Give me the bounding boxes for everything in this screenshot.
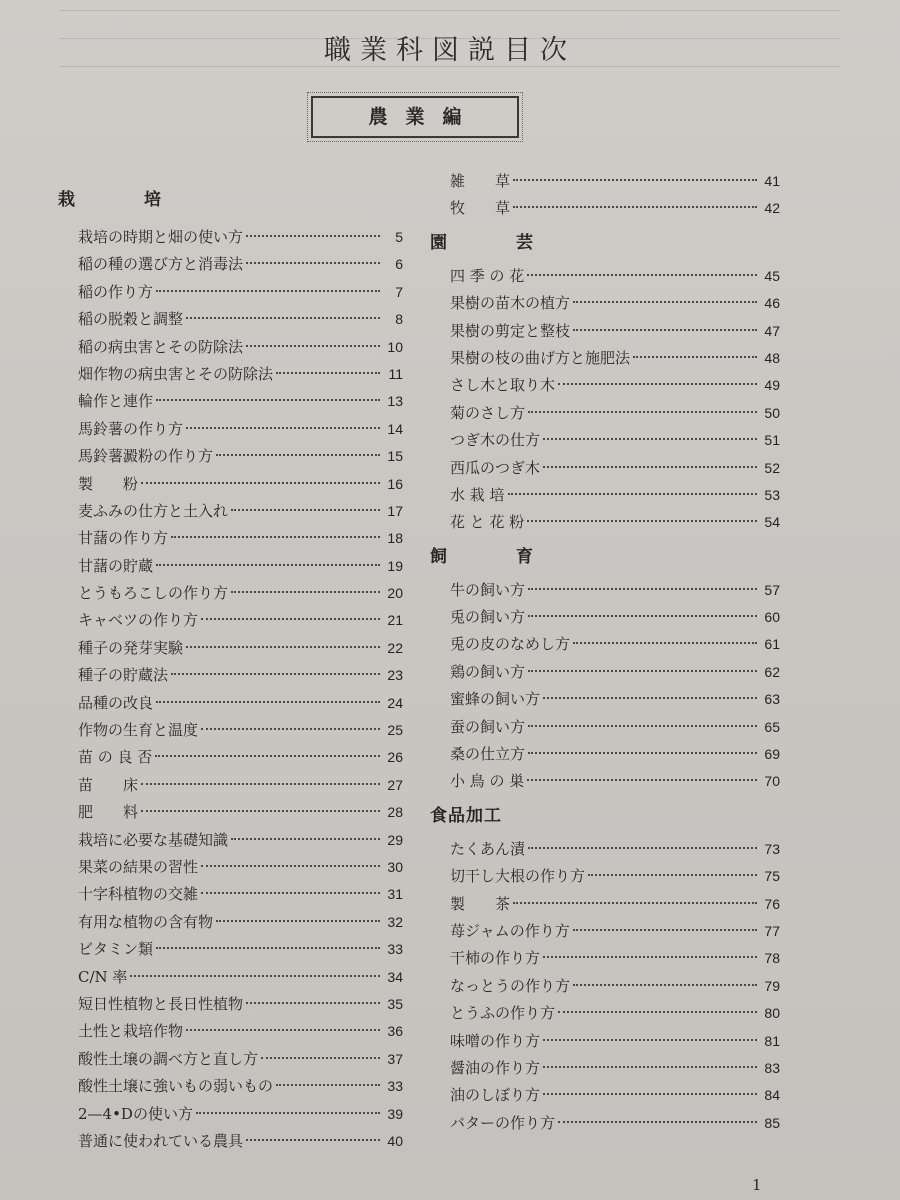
- toc-entry: [58, 827, 403, 854]
- toc-entry: [430, 714, 780, 741]
- toc-entry: [58, 690, 403, 717]
- entry-page-number: 75: [764, 868, 780, 885]
- dot-leader: [141, 783, 380, 785]
- decorative-dotted-line: [60, 10, 840, 11]
- toc-entry: [430, 1055, 780, 1082]
- dot-leader: [513, 902, 757, 904]
- entry-page-number: 17: [387, 502, 403, 519]
- entry-title: 馬鈴薯の作り方: [78, 419, 184, 438]
- toc-entry: [58, 1101, 403, 1128]
- category-heading: 園 芸: [430, 232, 559, 253]
- entry-title: 蚕の飼い方: [450, 717, 526, 736]
- toc-entry: [58, 471, 403, 498]
- dot-leader: [527, 520, 757, 522]
- toc-entry: [58, 662, 403, 689]
- dot-leader: [156, 290, 380, 292]
- entry-title: 兎の飼い方: [450, 608, 526, 627]
- dot-leader: [196, 1112, 380, 1114]
- toc-entry: [58, 991, 403, 1018]
- entry-page-number: 73: [764, 840, 780, 857]
- entry-page-number: 78: [764, 950, 780, 967]
- entry-title: 十字科植物の交雑: [78, 885, 199, 904]
- entry-title: 普通に使われている農具: [78, 1131, 244, 1150]
- dot-leader: [513, 206, 757, 208]
- dot-leader: [573, 301, 757, 303]
- entry-title: 干柿の作り方: [450, 949, 541, 968]
- toc-entry: [430, 768, 780, 795]
- dot-leader: [588, 874, 757, 876]
- entry-title: 西瓜のつぎ木: [450, 458, 541, 477]
- entry-page-number: 16: [387, 475, 403, 492]
- toc-entry: [58, 1073, 403, 1100]
- entry-title: 苗 床: [78, 775, 139, 794]
- dot-leader: [558, 1121, 757, 1123]
- entry-title: 栽培に必要な基礎知識: [78, 830, 229, 849]
- entry-page-number: 40: [387, 1132, 403, 1149]
- entry-title: 短日性植物と長日性植物: [78, 994, 244, 1013]
- toc-entry: [430, 863, 780, 890]
- dot-leader: [528, 588, 757, 590]
- toc-entry: [58, 772, 403, 799]
- entry-title: 土性と栽培作物: [78, 1022, 184, 1041]
- toc-entry: [58, 251, 403, 278]
- entry-page-number: 15: [387, 448, 403, 465]
- toc-entry: [58, 909, 403, 936]
- entry-page-number: 83: [764, 1059, 780, 1076]
- entry-page-number: 33: [387, 1078, 403, 1095]
- toc-entry: [430, 263, 780, 290]
- toc-entry: [58, 1018, 403, 1045]
- toc-entry: [58, 881, 403, 908]
- entry-page-number: 18: [387, 530, 403, 547]
- entry-title: 甘藷の作り方: [78, 529, 169, 548]
- entry-page-number: 22: [387, 639, 403, 656]
- entry-title: 桑の仕立方: [450, 745, 526, 764]
- entry-title: 作物の生育と温度: [78, 721, 199, 740]
- entry-page-number: 79: [764, 977, 780, 994]
- entry-page-number: 21: [387, 612, 403, 629]
- toc-list: [58, 224, 403, 1155]
- entry-title: 小 鳥 の 巣: [450, 772, 525, 791]
- entry-title: 稲の種の選び方と消毒法: [78, 255, 244, 274]
- toc-entry: [430, 1082, 780, 1109]
- dot-leader: [633, 356, 757, 358]
- toc-entry: [430, 1028, 780, 1055]
- entry-page-number: 60: [764, 609, 780, 626]
- entry-title: 有用な植物の含有物: [78, 912, 214, 931]
- entry-title: さし木と取り木: [450, 376, 556, 395]
- toc-entry: [430, 427, 780, 454]
- entry-title: 苺ジャムの作り方: [450, 921, 570, 940]
- entry-page-number: 81: [764, 1032, 780, 1049]
- toc-entry: [430, 836, 780, 863]
- right-column: [430, 168, 780, 1137]
- toc-sections: [430, 223, 780, 1137]
- dot-leader: [527, 274, 757, 276]
- dot-leader: [186, 427, 380, 429]
- toc-entry: [58, 306, 403, 333]
- entry-page-number: 63: [764, 691, 780, 708]
- entry-page-number: 54: [764, 514, 780, 531]
- dot-leader: [156, 701, 380, 703]
- toc-entry: [430, 1000, 780, 1027]
- entry-title: 畑作物の病虫害とその防除法: [78, 364, 274, 383]
- dot-leader: [155, 755, 380, 757]
- dot-leader: [543, 466, 757, 468]
- entry-title: ビタミン類: [78, 940, 154, 959]
- toc-entry: [430, 290, 780, 317]
- dot-leader: [201, 892, 380, 894]
- entry-title: C/N 率: [78, 967, 128, 986]
- entry-page-number: 34: [387, 968, 403, 985]
- dot-leader: [276, 1084, 380, 1086]
- dot-leader: [156, 564, 380, 566]
- category-heading: 栽 培: [58, 190, 187, 210]
- toc-entry: [58, 1046, 403, 1073]
- dot-leader: [231, 509, 380, 511]
- dot-leader: [528, 670, 757, 672]
- dot-leader: [186, 646, 380, 648]
- toc-entry: [58, 854, 403, 881]
- entry-title: 味噌の作り方: [450, 1031, 541, 1050]
- toc-entry: [58, 799, 403, 826]
- entry-page-number: 24: [387, 694, 403, 711]
- entry-page-number: 33: [387, 941, 403, 958]
- dot-leader: [543, 1039, 757, 1041]
- dot-leader: [543, 1093, 757, 1095]
- toc-entry: [430, 455, 780, 482]
- entry-title: 稲の病虫害とその防除法: [78, 337, 244, 356]
- entry-page-number: 37: [387, 1050, 403, 1067]
- entry-page-number: 11: [388, 365, 403, 382]
- entry-page-number: 52: [764, 459, 780, 476]
- entry-page-number: 45: [764, 267, 780, 284]
- entry-page-number: 13: [387, 393, 403, 410]
- entry-page-number: 25: [387, 722, 403, 739]
- dot-leader: [186, 1029, 380, 1031]
- entry-title: 菊のさし方: [450, 403, 526, 422]
- dot-leader: [528, 615, 757, 617]
- toc-entry: [430, 945, 780, 972]
- entry-page-number: 7: [395, 283, 403, 300]
- entry-title: 稲の作り方: [78, 282, 154, 301]
- entry-title: 果樹の枝の曲げ方と施肥法: [450, 348, 631, 367]
- entry-title: 品種の改良: [78, 693, 154, 712]
- dot-leader: [513, 179, 757, 181]
- entry-title: 麦ふみの仕方と土入れ: [78, 501, 229, 520]
- entry-title: 栽培の時期と畑の使い方: [78, 228, 244, 246]
- dot-leader: [231, 838, 380, 840]
- entry-page-number: 28: [387, 804, 403, 821]
- dot-leader: [528, 752, 757, 754]
- entry-page-number: 27: [387, 776, 403, 793]
- dot-leader: [543, 438, 757, 440]
- toc-entry: [58, 334, 403, 361]
- entry-page-number: 8: [395, 311, 403, 328]
- entry-title: 稲の脱穀と調整: [78, 310, 184, 329]
- toc-entry: [58, 717, 403, 744]
- toc-entry: [58, 580, 403, 607]
- entry-page-number: 29: [387, 831, 403, 848]
- entry-title: 牛の飼い方: [450, 580, 526, 599]
- entry-page-number: 35: [387, 995, 403, 1012]
- category-heading: 飼 育: [430, 546, 559, 567]
- entry-title: 酸性土壌の調べ方と直し方: [78, 1049, 259, 1068]
- entry-title: 花 と 花 粉: [450, 513, 525, 532]
- entry-title: 果菜の結果の習性: [78, 857, 199, 876]
- entry-page-number: 76: [764, 895, 780, 912]
- entry-title: とうふの作り方: [450, 1004, 556, 1023]
- entry-page-number: 51: [764, 432, 780, 449]
- entry-title: 製 茶: [450, 894, 511, 913]
- entry-title: 果樹の剪定と整枝: [450, 321, 571, 340]
- dot-leader: [558, 1011, 757, 1013]
- toc-entry: [430, 482, 780, 509]
- entry-page-number: 30: [387, 858, 403, 875]
- dot-leader: [246, 235, 380, 237]
- dot-leader: [246, 345, 380, 347]
- toc-entry: [430, 400, 780, 427]
- dot-leader: [130, 975, 380, 977]
- entry-title: 水 栽 培: [450, 485, 505, 504]
- dot-leader: [216, 454, 380, 456]
- dot-leader: [528, 847, 757, 849]
- toc-entry: [430, 973, 780, 1000]
- toc-entry: [430, 168, 780, 195]
- entry-title: 馬鈴薯澱粉の作り方: [78, 447, 214, 466]
- toc-entry: [430, 659, 780, 686]
- toc-entry: [58, 361, 403, 388]
- dot-leader: [171, 536, 380, 538]
- toc-entry: [58, 443, 403, 470]
- entry-page-number: 31: [387, 886, 403, 903]
- entry-page-number: 46: [764, 295, 780, 312]
- entry-title: 牧 草: [450, 199, 511, 218]
- toc-entry: [430, 318, 780, 345]
- dot-leader: [543, 1066, 757, 1068]
- entry-page-number: 42: [764, 200, 780, 217]
- entry-page-number: 48: [764, 349, 780, 366]
- entry-page-number: 10: [387, 338, 403, 355]
- dot-leader: [543, 956, 757, 958]
- entry-page-number: 36: [387, 1023, 403, 1040]
- entry-title: 肥 料: [78, 803, 139, 822]
- entry-page-number: 69: [764, 746, 780, 763]
- entry-title: とうもろこしの作り方: [78, 584, 229, 603]
- dot-leader: [543, 697, 757, 699]
- dot-leader: [528, 725, 757, 727]
- dot-leader: [201, 728, 380, 730]
- toc-entry: [58, 498, 403, 525]
- toc-entry: [430, 604, 780, 631]
- entry-title: 苗 の 良 否: [78, 748, 153, 767]
- entry-page-number: 23: [387, 667, 403, 684]
- toc-entry: [430, 686, 780, 713]
- entry-page-number: 19: [387, 557, 403, 574]
- entry-page-number: 41: [764, 173, 780, 189]
- toc-entry: [430, 195, 780, 222]
- entry-page-number: 80: [764, 1005, 780, 1022]
- toc-entry: [58, 416, 403, 443]
- toc-entry: [58, 744, 403, 771]
- dot-leader: [276, 372, 380, 374]
- toc-entry: [58, 388, 403, 415]
- dot-leader: [246, 262, 380, 264]
- dot-leader: [171, 673, 380, 675]
- dot-leader: [261, 1057, 380, 1059]
- entry-title: 鶏の飼い方: [450, 662, 526, 681]
- toc-entry: [430, 1110, 780, 1137]
- entry-page-number: 26: [387, 749, 403, 766]
- entry-title: 甘藷の貯蔵: [78, 556, 154, 575]
- dot-leader: [141, 810, 380, 812]
- entry-page-number: 20: [387, 585, 403, 602]
- left-column: [58, 188, 403, 1155]
- entry-title: 蜜蜂の飼い方: [450, 690, 541, 709]
- toc-entry: [430, 577, 780, 604]
- dot-leader: [156, 399, 380, 401]
- dot-leader: [186, 317, 380, 319]
- entry-title: 2—4•Dの使い方: [78, 1104, 193, 1123]
- dot-leader: [216, 920, 380, 922]
- entry-title: 種子の貯蔵法: [78, 666, 169, 685]
- entry-page-number: 84: [764, 1087, 780, 1104]
- toc-list: [430, 168, 780, 223]
- entry-title: 油のしぼり方: [450, 1086, 541, 1105]
- toc-entry: [58, 964, 403, 991]
- entry-title: 輪作と連作: [78, 392, 154, 411]
- dot-leader: [527, 779, 757, 781]
- entry-page-number: 50: [764, 404, 780, 421]
- entry-title: 兎の皮のなめし方: [450, 635, 571, 654]
- toc-entry: [430, 918, 780, 945]
- entry-title: 製 粉: [78, 474, 139, 493]
- entry-title: たくあん漬: [450, 839, 526, 858]
- dot-leader: [231, 591, 380, 593]
- entry-page-number: 61: [764, 636, 780, 653]
- dot-leader: [573, 642, 757, 644]
- toc-entry: [430, 631, 780, 658]
- toc-entry: [430, 509, 780, 536]
- entry-page-number: 70: [764, 773, 780, 790]
- entry-page-number: 62: [764, 663, 780, 680]
- entry-page-number: 47: [764, 322, 780, 339]
- entry-page-number: 39: [387, 1105, 403, 1122]
- page-number: 1: [752, 1176, 762, 1194]
- toc-entry: [58, 607, 403, 634]
- toc-entry: [58, 279, 403, 306]
- dot-leader: [246, 1002, 380, 1004]
- dot-leader: [528, 411, 757, 413]
- toc-entry: [58, 635, 403, 662]
- toc-entry: [430, 345, 780, 372]
- entry-page-number: 5: [395, 229, 403, 245]
- entry-page-number: 77: [764, 922, 780, 939]
- entry-title: 果樹の苗木の植方: [450, 294, 571, 313]
- entry-title: 酸性土壌に強いもの弱いもの: [78, 1077, 274, 1096]
- entry-title: つぎ木の仕方: [450, 431, 541, 450]
- entry-page-number: 32: [387, 913, 403, 930]
- dot-leader: [246, 1139, 380, 1141]
- entry-page-number: 49: [764, 377, 780, 394]
- entry-page-number: 57: [764, 581, 780, 598]
- entry-page-number: 6: [395, 256, 403, 273]
- dot-leader: [508, 493, 757, 495]
- dot-leader: [156, 947, 380, 949]
- toc-entry: [58, 224, 403, 251]
- entry-page-number: 53: [764, 486, 780, 503]
- entry-title: なっとうの作り方: [450, 976, 571, 995]
- entry-title: 雑 草: [450, 172, 511, 190]
- entry-page-number: 65: [764, 718, 780, 735]
- entry-title: 切干し大根の作り方: [450, 867, 586, 886]
- dot-leader: [141, 482, 380, 484]
- entry-page-number: 85: [764, 1114, 780, 1131]
- entry-title: キャベツの作り方: [78, 611, 199, 630]
- page-title: 職業科図説目次: [324, 35, 576, 66]
- entry-title: 四 季 の 花: [450, 266, 525, 285]
- entry-title: バターの作り方: [450, 1113, 556, 1132]
- category-heading: 食品加工: [430, 805, 502, 826]
- toc-entry: [58, 525, 403, 552]
- toc-entry: [430, 741, 780, 768]
- entry-title: 醤油の作り方: [450, 1058, 541, 1077]
- toc-entry: [58, 1128, 403, 1155]
- toc-entry: [430, 372, 780, 399]
- toc-entry: [58, 553, 403, 580]
- dot-leader: [201, 618, 380, 620]
- section-heading: 農業編: [311, 96, 519, 138]
- toc-entry: [58, 936, 403, 963]
- entry-title: 種子の発芽実験: [78, 638, 184, 657]
- dot-leader: [558, 383, 757, 385]
- dot-leader: [573, 929, 757, 931]
- dot-leader: [201, 865, 380, 867]
- dot-leader: [573, 329, 757, 331]
- dot-leader: [573, 984, 757, 986]
- toc-entry: [430, 891, 780, 918]
- entry-page-number: 14: [387, 420, 403, 437]
